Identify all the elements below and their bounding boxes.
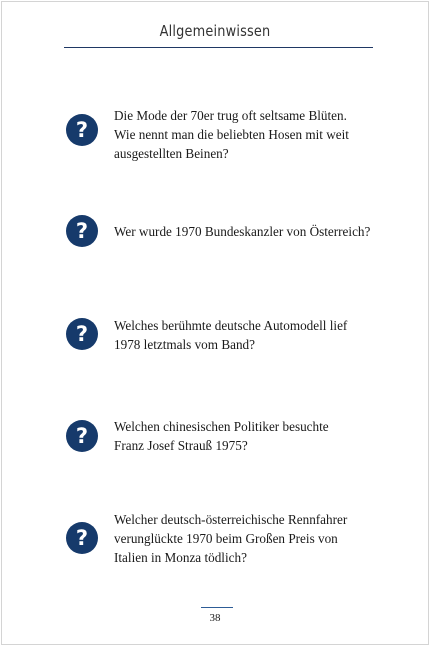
- question-2-line: Wer wurde 1970 Bundeskanzler von Österreich?: [114, 224, 371, 239]
- question-3-line: Welches berühmte deutsche Automodell lief: [114, 318, 348, 333]
- question-mark-icon: ?: [66, 114, 98, 146]
- question-3: [114, 316, 414, 354]
- question-mark-icon: ?: [66, 318, 98, 350]
- question-1: [114, 106, 414, 163]
- page-title: Allgemeinwissen: [159, 22, 271, 40]
- question-4: [114, 417, 414, 455]
- question-5-line: Welcher deutsch-österreichische Rennfahrer: [114, 512, 348, 527]
- question-2: [114, 222, 414, 241]
- question-1-line: Wie nennt man die beliebten Hosen mit weit: [114, 127, 349, 142]
- header-divider: [64, 47, 373, 48]
- book-page: [1, 1, 429, 645]
- question-5-line: Italien in Monza tödlich?: [114, 550, 247, 565]
- question-mark-icon: ?: [66, 420, 98, 452]
- question-4-line: Welchen chinesischen Politiker besuchte: [114, 419, 329, 434]
- question-5: [114, 510, 414, 567]
- question-mark-icon: ?: [66, 215, 98, 247]
- question-5-line: verunglückte 1970 beim Großen Preis von: [114, 531, 338, 546]
- footer-divider: [201, 607, 233, 608]
- page-number: 38: [209, 612, 221, 624]
- question-4-line: Franz Josef Strauß 1975?: [114, 438, 248, 453]
- question-mark-icon: ?: [66, 522, 98, 554]
- question-1-line: ausgestellten Beinen?: [114, 146, 229, 161]
- question-1-line: Die Mode der 70er trug oft seltsame Blüten.: [114, 108, 347, 123]
- question-3-line: 1978 letztmals vom Band?: [114, 337, 256, 352]
